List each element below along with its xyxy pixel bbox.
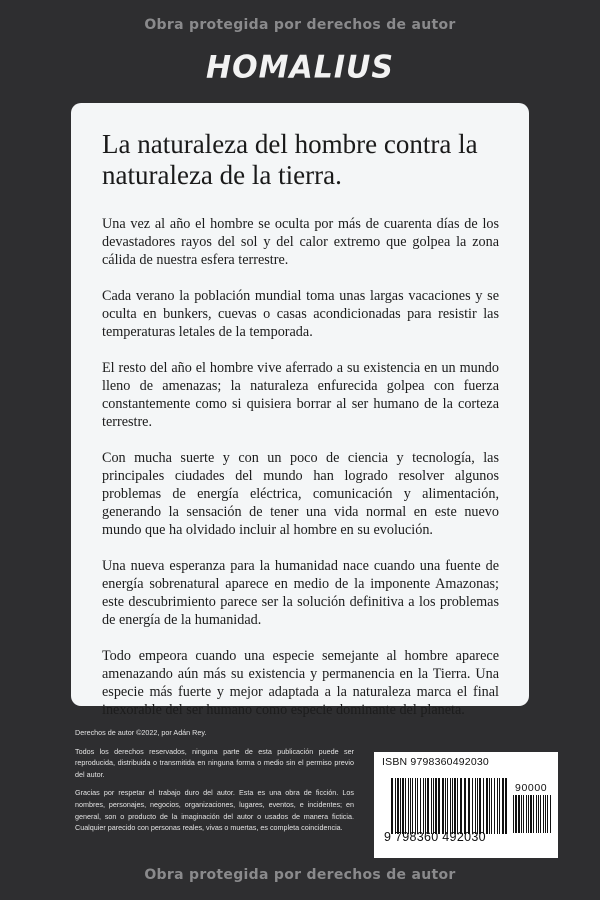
synopsis-title: La naturaleza del hombre contra la naturaleza de la tierra. — [102, 129, 478, 190]
barcode-stripe — [533, 795, 534, 833]
barcode-stripe — [400, 778, 401, 834]
barcode-stripe — [530, 795, 532, 833]
barcode-stripe — [402, 778, 404, 834]
barcode-stripe — [526, 795, 527, 833]
barcode-stripe — [405, 778, 406, 834]
barcode-digits: 9 798360 492030 — [384, 830, 486, 844]
barcode-stripe — [494, 778, 495, 834]
synopsis-paragraph: Con mucha suerte y con un poco de ciencia y tecnología, las principales ciudades del mundo han logrado resolver algunos problemas de energía eléctrica, comunicación y alimentación, generando la sensación de tener una vida normal en este nuevo mundo que ha olvidado incluir al hombre en su evolución. — [102, 450, 499, 538]
barcode-stripe — [523, 795, 524, 833]
barcode-stripe — [489, 778, 490, 834]
barcode-stripe — [412, 778, 413, 834]
barcode-stripe — [521, 795, 522, 833]
rights-notice: Todos los derechos reservados, ninguna parte de esta publicación puede ser reproducida, distribuida o transmitida en ninguna forma o medio sin el permiso previo del autor. — [75, 746, 354, 779]
barcode-stripe — [438, 778, 440, 834]
barcode-stripe — [425, 778, 426, 834]
price-code: 90000 — [515, 782, 548, 794]
barcode-stripe — [540, 795, 541, 833]
synopsis-paragraph: Cada verano la población mundial toma unas largas vacaciones y se oculta en bunkers, cuevas o casas acondicionadas para resistir las temperaturas letales de la temporada. — [102, 288, 499, 340]
barcode-stripe — [435, 778, 437, 834]
barcode-stripe — [543, 795, 544, 833]
barcode-stripe — [483, 778, 484, 834]
synopsis-panel — [71, 103, 529, 718]
barcode-stripe — [447, 778, 448, 834]
fiction-disclaimer: Gracias por respetar el trabajo duro del autor. Esta es una obra de ficción. Los nombres, personajes, negocios, organizaciones, lugares, eventos, e incidentes; en general, son o producto de la imaginación del autor o usados de manera ficticia. Cualquier parecido con personas reales, vivas o muertas, es completa coincidencia. — [75, 788, 354, 833]
publisher-logo: HOMALIUS — [206, 49, 394, 86]
barcode-stripe — [454, 778, 456, 834]
watermark-bottom: Obra protegida por derechos de autor — [144, 867, 456, 883]
barcode-stripe — [450, 778, 451, 834]
isbn-barcode — [374, 752, 558, 858]
barcode-stripe — [513, 795, 514, 833]
watermark-top: Obra protegida por derechos de autor — [144, 17, 456, 33]
barcode-stripe — [391, 778, 393, 834]
barcode-stripe — [536, 795, 537, 833]
barcode-stripe — [415, 778, 416, 834]
barcode-stripe — [410, 778, 411, 834]
barcode-stripe — [538, 795, 539, 833]
barcode-stripe — [445, 778, 446, 834]
barcode-stripe — [397, 778, 399, 834]
barcode-stripe — [475, 778, 476, 834]
synopsis-paragraph: El resto del año el hombre vive aferrado a su existencia en un mundo lleno de amenazas; la naturaleza enfurecida golpea con fuerza constantemente como si quisiera borrar al ser humano de la corteza terrestre. — [102, 360, 499, 430]
barcode-stripe — [515, 795, 517, 833]
synopsis-paragraph: Una vez al año el hombre se oculta por más de cuarenta días de los devastadores rayos del sol y del calor extremo que golpea la zona cálida de nuestra esfera terrestre. — [102, 216, 499, 268]
barcode-stripe — [468, 778, 470, 834]
barcode-stripe — [420, 778, 421, 834]
barcode-stripe — [408, 778, 409, 834]
barcode-bars — [391, 778, 509, 834]
legal-notice — [75, 727, 354, 841]
barcode-stripe — [457, 778, 458, 834]
barcode-stripe — [460, 778, 462, 834]
barcode-stripe — [550, 795, 551, 833]
barcode-stripe — [479, 778, 481, 834]
barcode-stripe — [423, 778, 424, 834]
barcode-stripe — [477, 778, 478, 834]
barcode-stripe — [427, 778, 429, 834]
barcode-stripe — [431, 778, 432, 834]
barcode-stripe — [499, 778, 500, 834]
barcode-stripe — [547, 795, 548, 833]
barcode-stripe — [486, 778, 488, 834]
copyright-line: Derechos de autor ©2022, por Adán Rey. — [75, 728, 207, 737]
barcode-stripe — [442, 778, 444, 834]
isbn-label: ISBN 9798360492030 — [382, 756, 489, 768]
barcode-stripe — [528, 795, 529, 833]
barcode-stripe — [433, 778, 434, 834]
barcode-stripe — [472, 778, 473, 834]
barcode-stripe — [395, 778, 396, 834]
barcode-stripe — [505, 778, 507, 834]
synopsis-paragraph: Una nueva esperanza para la humanidad nace cuando una fuente de energía sobrenatural aparece en medio de la imponente Amazonas; este descubrimiento parece ser la solución definitiva a los problemas de energía de la humanidad. — [102, 558, 499, 628]
barcode-stripe — [491, 778, 492, 834]
price-barcode-bars — [513, 795, 553, 833]
barcode-stripe — [452, 778, 453, 834]
barcode-stripe — [502, 778, 504, 834]
barcode-stripe — [545, 795, 546, 833]
synopsis-paragraph: Todo empeora cuando una especie semejante al hombre aparece amenazando aún más su existencia y permanencia en la Tierra. Una especie más fuerte y mejor adaptada a la naturaleza marca el final inexorable del ser humano como especie dominante del planeta. — [102, 648, 499, 718]
barcode-stripe — [417, 778, 418, 834]
barcode-stripe — [497, 778, 498, 834]
barcode-stripe — [518, 795, 520, 833]
barcode-stripe — [464, 778, 466, 834]
